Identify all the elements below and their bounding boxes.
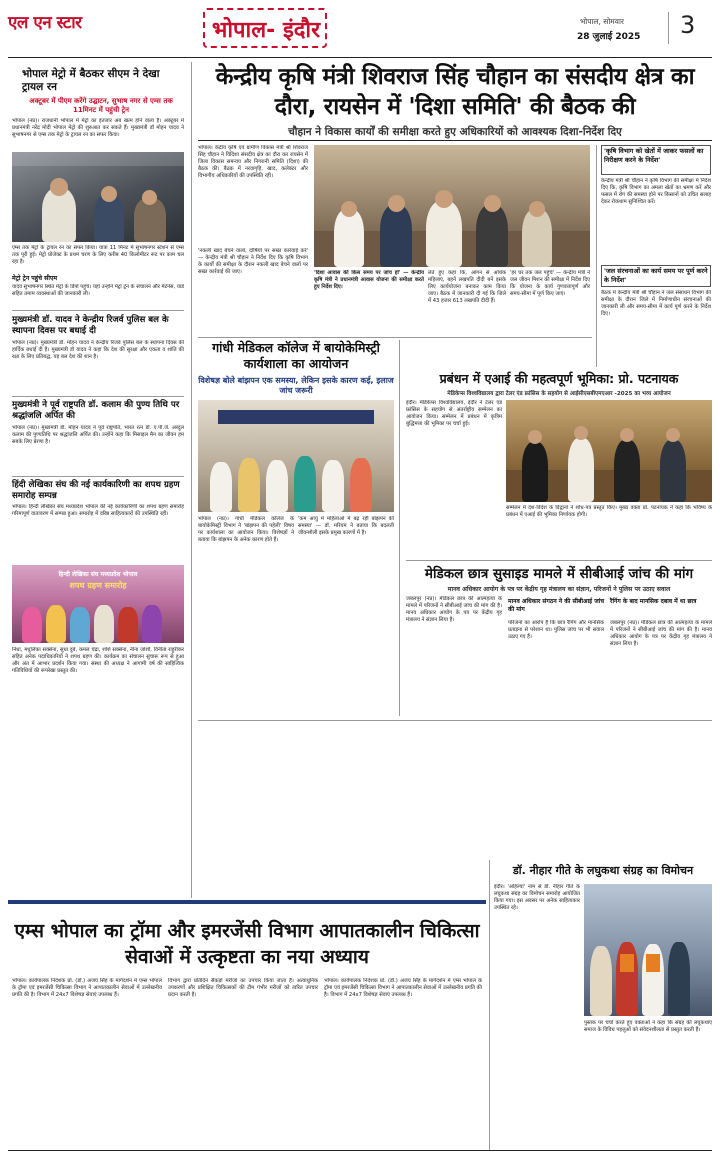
divider (12, 476, 184, 477)
lead-sidebar (596, 145, 712, 367)
crpf-headline: मुख्यमंत्री डॉ. यादव ने केन्द्रीय रिजर्व पुलिस बल के स्थापना दिवस पर बधाई दी (12, 315, 169, 336)
sidebar-head-2: 'जल संरचनाओं का कार्य समय पर पूर्ण करने के निर्देश' (604, 267, 708, 284)
section-title: भोपाल- इंदौर (211, 18, 321, 43)
gandhi-headline: गांधी मेडिकल कॉलेज में बायोकेमिस्ट्री कार्यशाला का आयोजन (212, 340, 380, 371)
gandhi-body-2: 'कम आयु में महिलाओं में बढ़ रही बांझपन की समस्या' — डॉ. मरियम ने बताया कि बदलती जीवनशैली इसके प्रमुख कारणों में है। (298, 516, 394, 537)
lead-body-4: 'हर घर तक जल पहुंचे' — केन्द्रीय मंत्री ने जल जीवन मिशन की समीक्षा में निर्देश दिए कि योजना के कार्य गुणवत्तापूर्ण और समय-सीमा में पूर्ण किए जाएं। (510, 270, 590, 298)
divider (12, 396, 184, 397)
ai-headline: प्रबंधन में एआई की महत्वपूर्ण भूमिका: प्रो. पटनायक (439, 371, 679, 386)
cbi-headline: मेडिकल छात्र सुसाइड मामले में सीबीआई जांच की मांग (424, 566, 694, 582)
brand-logo: एल एन स्टार (8, 13, 82, 33)
aiims-body-1: भोपाल। कार्यपालक निदेशक प्रो. (डॉ.) अजय सिंह के मार्गदर्शन में एम्स भोपाल के ट्रॉमा एवं इमरजेंसी चिकित्सा विभाग ने आपातकालीन सेवाओं में उल्लेखनीय प्रगति की है। विभाग में 24x7 विशेषज्ञ सेवाएं उपलब्ध हैं। (12, 978, 162, 999)
book-body-1: इंदौर। 'अहिल्या' नाम से डॉ. नीहार गीते के लघुकथा संग्रह का विमोचन समारोह आयोजित किया गया। इस अवसर पर अनेक साहित्यकार उपस्थित रहे। (494, 884, 580, 912)
metro-body: भोपाल (नप्र)। राजधानी भोपाल में मेट्रो का इंतजार अब खत्म होने वाला है। अक्टूबर में प्रधानमंत्री नरेंद्र मोदी भोपाल मेट्रो की शुरुआत कर सकते हैं। मुख्यमंत्री डॉ मोहन यादव ने सुभाषनगर से एम्स तक मेट्रो के ट्रायल रन का सफर किया। (12, 118, 184, 139)
masthead-rule (8, 57, 712, 58)
sidebar-body-1: केन्द्रीय मंत्री श्री चौहान ने कृषि विभाग की समीक्षा में निर्देश दिए कि, कृषि विभाग का अमला खेतों का भ्रमण करें और फसल में रोग की समस्या होने पर किसानों को उचित सलाह देकर रोकथाम सुनिश्चित करें। (601, 178, 711, 206)
lead-body-2: 'नकली खाद बेचने वालों, दोषियों पर सख्त कार्रवाई करें' — केन्द्रीय मंत्री श्री चौहान ने निर्देश दिए कि कृषि विभाग के कार्यों की समीक्षा के दौरान नकली खाद बेचने वालों पर सख्त कार्रवाई की जाए। (198, 248, 308, 276)
masthead (0, 0, 720, 58)
book-photo (584, 884, 712, 1016)
sidebar-body-2: बैठक में केन्द्रीय मंत्री श्री चौहान ने जल संसाधन विभाग की समीक्षा के दौरान जिले में निर्माणाधीन संरचनाओं की जानकारी ली और समय-सीमा में कार्य पूर्ण करने के निर्देश दिए। (601, 290, 711, 318)
lead-rule (198, 140, 712, 141)
cbi-body-3: जबलपुर (नप्र)। मेडिकल छात्र की आत्महत्या के मामले में परिजनों ने सीबीआई जांच की मांग की है। मानव अधिकार आयोग के पत्र पर केंद्रीय गृह मंत्रालय ने संज्ञान लिया है। (610, 620, 712, 648)
crpf-body: भोपाल (नप्र)। मुख्यमंत्री डॉ. मोहन यादव ने केन्द्रीय रिजर्व पुलिस बल के स्थापना दिवस की हार्दिक बधाई दी है। मुख्यमंत्री डॉ यादव ने कहा कि देश की सुरक्षा और एकता व शांति की रक्षा के लिए प्रतिबद्ध, यह बल देश की शान है। (12, 340, 184, 361)
lekhika-body-2: निधा, मधुलिका सक्सेना, सुधा दुबे, कमल चंद्रा, शशि सक्सेना, नीना जोशी, विनीता राहुरीकर सहित अनेक पदाधिकारियों ने शपथ ग्रहण की। कार्यक्रम का संचालन सुचारू रूप से हुआ और अंत में आभार प्रदर्शन किया गया। संस्था की अध्यक्ष ने आगामी वर्ष की साहित्यिक गतिविधियों की रूपरेखा प्रस्तुत की। (12, 647, 184, 675)
book-headline: डॉ. नीहार गीते के लघुकथा संग्रह का विमोचन (512, 864, 694, 877)
lead-subhead: चौहान ने विकास कार्यों की समीक्षा करते हुए अधिकारियों को आवश्यक दिशा-निर्देश दिए (288, 126, 622, 138)
gandhi-photo (198, 400, 394, 512)
lekhika-headline: हिंदी लेखिका संघ की नई कार्यकारिणी का शपथ ग्रहण समारोह सम्पन्न (12, 480, 180, 501)
kalam-body: भोपाल (नप्र)। मुख्यमंत्री डॉ. मोहन यादव ने पूर्व राष्ट्रपति, भारत रत्न डॉ. ए.पी.जे. अब्दुल कलाम की पुण्यतिथि पर श्रद्धांजलि अर्पित की। उन्होंने कहा कि मिसाइल मैन का जीवन हम सबके लिए प्रेरणा है। (12, 425, 184, 446)
lead-body-3: लेते हुए कहा कि, आंगन से अधिक महिलाएं, बहनें लखपति दीदी बनें इसके लिए कार्ययोजना बनाकर काम किया जाए। बैठक में जानकारी दी गई कि जिले में 43 हजार 613 लखपति दीदी हैं। (428, 270, 506, 305)
city-day: भोपाल, सोमवार (580, 17, 624, 26)
divider (406, 560, 712, 561)
footer-rule (8, 1150, 712, 1151)
aiims-body-2: विभाग द्वारा प्रतिदिन सैकड़ों मरीजों का उपचार किया जाता है। अत्याधुनिक उपकरणों और प्रशिक्षित चिकित्सकों की टीम गंभीर मरीजों को त्वरित उपचार प्रदान करती है। (168, 978, 318, 999)
kalam-headline: मुख्यमंत्री ने पूर्व राष्ट्रपति डॉ. कलाम की पुण्य तिथि पर श्रद्धांजलि अर्पित की (12, 400, 180, 421)
photo-banner-2: शपथ ग्रहण समारोह (69, 581, 127, 590)
left-col-divider (191, 62, 192, 898)
ai-body-1: इंदौर। मेडिकेप्स विश्वविद्यालय, इंदौर ने टेलर एंड फ्रांसिस के सहयोग से अंतर्राष्ट्रीय सम्मेलन का आयोजन किया। सम्मेलन में प्रबंधन में कृत्रिम बुद्धिमत्ता की भूमिका पर चर्चा हुई। (406, 400, 502, 428)
date: 28 जुलाई 2025 (577, 32, 641, 42)
ai-subhead: मेडिकेप्स विश्वविद्यालय द्वारा टेलर एंड फ्रांसिस के सहयोग से आईसीएसबीएमएआर -2025 का भव्य आयोजन (447, 391, 671, 397)
metro-photo (12, 152, 184, 242)
lead-photo (314, 145, 590, 267)
aiims-body-3: भोपाल। कार्यपालक निदेशक प्रो. (डॉ.) अजय सिंह के मार्गदर्शन में एम्स भोपाल के ट्रॉमा एवं इमरजेंसी चिकित्सा विभाग ने आपातकालीन सेवाओं में उल्लेखनीय प्रगति की है। विभाग में 24x7 विशेषज्ञ सेवाएं उपलब्ध हैं। (324, 978, 482, 999)
page-number: 3 (680, 11, 696, 39)
metro-body-2: एम्स तक मेट्रो के ट्रायल रन का सफर किया। यात्रा 11 मिनट में सुभाषनगर स्टेशन से एम्स तक पूरी हुई। मेट्रो प्रोजेक्ट के प्रथम चरण के लिए करीब 40 किलोमीटर रूट पर काम चल रहा है। (12, 245, 184, 266)
gandhi-body-1: भोपाल (नप्र)। गांधी मेडिकल कॉलेज के बायोकेमिस्ट्री विभाग ने 'बांझपन की पहेली' विषय पर कार्यशाला का आयोजन किया। विशेषज्ञों ने बताया कि बांझपन के अनेक कारण होते हैं। (198, 516, 294, 544)
aiims-banner (8, 900, 486, 904)
date-divider (668, 12, 669, 44)
sidebar-head-1: 'कृषि विभाग को खेतों में जाकर फसलों का निरीक्षण करने के निर्देश' (604, 147, 704, 164)
cbi-sub-2: मानव अधिकार संगठन ने की सीबीआई जांच की मांग (508, 598, 605, 613)
metro-body-3: यादव सुभाषनगर स्थित मेट्रो के डिपो पहुंचे। यहां उन्होंने मेट्रो ट्रेन के संचालन और मेंटेनेंस, यार्ड सहित तमाम व्यवस्थाओं की जानकारी ली। (12, 284, 184, 298)
photo-banner: हिन्दी लेखिका संघ मध्यप्रदेश भोपाल (58, 571, 138, 578)
metro-headline: भोपाल मेट्रो में बैठकर सीएम ने देखा ट्रायल रन (22, 68, 160, 93)
ai-body-2: सम्मेलन में देश-विदेश के विद्वानों ने शोध-पत्र प्रस्तुत किए। मुख्य वक्ता प्रो. पटनायक ने कहा कि भविष्य के प्रबंधन में एआई की भूमिका निर्णायक होगी। (506, 505, 712, 519)
lead-headline: केन्द्रीय कृषि मंत्री शिवराज सिंह चौहान का संसदीय क्षेत्र का दौरा, रायसेन में 'दिशा समिति' की बैठक की (215, 64, 695, 120)
ai-photo (506, 400, 712, 502)
lead-caption: 'दिशा आवास की किस समय पर जांच हो' — केन्द्रीय कृषि मंत्री ने प्रधानमंत्री आवास योजना की समीक्षा करते हुए निर्देश दिए। (314, 270, 424, 291)
cbi-body-1: जबलपुर (नप्र)। मेडिकल छात्र की आत्महत्या के मामले में परिजनों ने सीबीआई जांच की मांग की है। मानव अधिकार आयोग के पत्र पर केंद्रीय गृह मंत्रालय ने संज्ञान लिया है। (406, 596, 502, 624)
book-body-2: पुस्तक पर चर्चा करते हुए वक्ताओं ने कहा कि संग्रह की लघुकथाएं समाज के विविध पहलुओं को संवेदनशीलता से प्रस्तुत करती हैं। (584, 1020, 712, 1034)
gandhi-subhead: विशेषज्ञ बोले बांझपन एक समस्या, लेकिन इसके कारण कई, इलाज जांच जरूरी (198, 376, 394, 395)
metro-subhead: अक्टूबर में पीएम करेंगे उद्घाटन, सुभाष नगर से एम्स तक 11मिनट में पहुंची ट्रेन (29, 97, 173, 114)
metro-subhead-2: मेट्रो ट्रेन पहुंचे सीएम (12, 275, 58, 282)
divider (198, 337, 592, 338)
cbi-body-2: परिजनों का आरोप है कि छात्र रैगिंग और मानसिक प्रताड़ना से परेशान था। पुलिस जांच पर भी सवाल उठाए गए हैं। (508, 620, 604, 641)
cbi-subhead: मानव अधिकार आयोग के पत्र पर केंद्रीय गृह मंत्रालय का संज्ञान, परिजनों ने पुलिस पर उठाए सवाल (447, 586, 671, 593)
lekhika-photo (12, 565, 184, 643)
divider (198, 720, 712, 721)
cbi-sub-3: रैगिंग के बाद मानसिक दबाव में था छात्र (610, 598, 697, 605)
book-divider (489, 860, 490, 1150)
lekhika-body: भोपाल। हिन्दी लेखिका संघ मध्यप्रदेश भोपाल की नई कार्यकारिणी का शपथ ग्रहण समारोह गरिमापूर्ण वातावरण में सम्पन्न हुआ। समारोह में वरिष्ठ साहित्यकारों की उपस्थिति रही। (12, 504, 184, 518)
gandhi-divider (399, 340, 400, 716)
lead-body-1: भोपाल। केंद्रीय कृषि एवं ग्रामीण विकास मंत्री श्री शिवराज सिंह चौहान ने विदिशा संसदीय क्षेत्र का दौरा कर रायसेन में जिला विकास समन्वय और निगरानी समिति (दिशा) की बैठक की। बैठक में नरवागृहि, खाद, कलेक्टर और विभागीय अधिकारियों की उपस्थिति रही। (198, 145, 308, 180)
aiims-headline: एम्स भोपाल का ट्रॉमा और इमरजेंसी विभाग आपातकालीन चिकित्सा सेवाओं में उत्कृष्टता का नया अध्याय (14, 920, 480, 968)
divider (12, 310, 184, 311)
